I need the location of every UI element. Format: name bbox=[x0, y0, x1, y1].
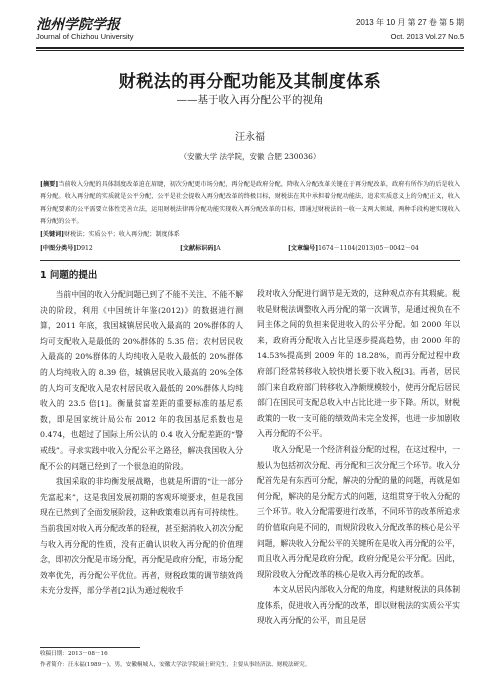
clc-label: [中图分类号] bbox=[40, 245, 77, 252]
journal-name-en: Journal of Chizhou University bbox=[36, 32, 134, 41]
article-title: 财税法的再分配功能及其制度体系 bbox=[118, 72, 382, 92]
header-rule-thick bbox=[36, 47, 464, 49]
article-subtitle: ——基于收入再分配公平的视角 bbox=[176, 94, 324, 106]
paragraph-left-2: 我国采取的非均衡发展战略，也就是所谓的“让一部分先富起来”，这是我国发展初期的客观环境要求，但是我国现在已然到了全面发展阶段，这种政策难以再有可持续性。当前我国对收入再分配改革的轻视，甚至据消收入初次分配与收入再分配的性质，没有正确认识收入再分配的价值理念，即初次分配是市场分配，再分配是政府分配，市场分配效率优先，再分配公平优位。再者，财税政策的调节绩效尚未充分发挥，部分学者[2]认为通过税收手 bbox=[40, 477, 243, 596]
footnote-rule bbox=[40, 647, 140, 648]
keywords-label: [关键词] bbox=[40, 230, 65, 238]
page-header bbox=[36, 14, 464, 48]
clc-field bbox=[40, 243, 93, 252]
doc-code-field bbox=[180, 243, 221, 252]
keywords-text: 财税法；实质公平；收入再分配；制度体系 bbox=[64, 230, 180, 238]
body-column-left bbox=[40, 287, 243, 599]
author-name: 汪永福 bbox=[235, 132, 265, 143]
abstract-divider bbox=[40, 260, 460, 261]
doc-code-value: A bbox=[216, 245, 221, 252]
paragraph-right-1: 段对收入分配进行调节是无效的，这种观点亦有其瑕疵。税收是财税法调整收入再分配的第一次调节，是通过视负在不同主体之间的负担来促进收入的公平分配。如 2000 年以来，政府再分配收入占比呈逐步提高趋势，由 2000 年的 14.53%提高到 2009 年的 18.28%，而再分配过程中政府部门经常转移收入较快增长要下收入税[3]。再者，居民部门来自政府部门转移收入净额规模较小，使再分配后居民部门在国民可支配总收入中占比比进一步下降。所以，财税政策的一收一支可能的绩效尚未完全发挥，也进一步加剧收入再分配的不公平。 bbox=[257, 289, 460, 439]
author-affiliation: （安徽大学 法学院，安徽 合肥 230036） bbox=[179, 152, 321, 161]
article-number-field bbox=[288, 243, 419, 252]
article-number-value: 1674－1104(2013)05－0042－04 bbox=[318, 245, 419, 252]
doc-code-label: [文献标识码] bbox=[180, 245, 217, 252]
header-rule-thin bbox=[36, 50, 464, 51]
clc-value: D912 bbox=[76, 245, 93, 252]
article-number-label: [文章编号] bbox=[288, 245, 319, 252]
section-heading-1: 1 问题的提出 bbox=[40, 270, 98, 281]
footnote-author-bio: 作者简介：汪永福(1989－)，男，安徽桐城人，安徽大学法学院硕士研究生，主要从事经济法、财税法研究。 bbox=[40, 662, 311, 668]
paragraph-left-1: 当前中国的收入分配问题已到了不能不关注、不能不解决的阶段，利用《中国统计年鉴(2012)》的数据进行测算，2011 年底，我国城镇居民收入最高的 20%群体的人均可支配收入是最低的 20%群体的 5.35 倍；农村居民收入最高的 20%群体的人均纯收入是收入最低的 20%群体的人均纯收入的 8.39 倍，城镇居民收入最高的 20%全体的人均可支配收入是农村居民收入最低的 20%群体人均纯收入的 23.5 倍[1]。衡量贫富差距的重要标准的基尼系数，即是国家统计局公布 2012 年的我国基尼系数也是 0.474，也超过了国际上所公认的 0.4 收入分配差距的“警戒线”。寻求实践中收入分配公平之路径，解决我国收入分配不公的问题已经到了一个很急迫的阶段。 bbox=[40, 290, 243, 471]
abstract-text: 当前收入分配的具体制度改革迫在眉睫，初次分配更市场分配，再分配是政府分配，降收入分配改革关键在于再分配改革，政府有所作为的后是收入再分配。收入再分配的实质就是公平分配，公平是社会提收入再分配改革的终极目标，财税法在其中承担着分配功能法，追求实质意义上的分配正义，收入再分配要素的公平需要立体性完善立法，运用财税法律再分配功能实现收入再分配改革的目标，即通过财税法的一收一支两大领域，两种手段构建实现收入再分配的公平。 bbox=[40, 181, 460, 226]
paragraph-right-2: 收入分配是一个经济利益分配的过程，在这过程中，一般认为包括初次分配、再分配和三次分配三个环节。收入分配首先是有东西可分配，解决的分配的量的问题，再就是如何分配，解决的是分配方式的问题，这组贯穿于收入分配的三个环节。收入分配需要进行改革，不同环节的改革所追求的价值取向是不同的，而规阶段收入分配改革的核心是公平问题，解决收入分配公平的关键所在是收入再分配的公平，而且收入再分配是政府分配，政府分配是公平分配。因此，现阶段收入分配改革的核心是收入再分配的改革。 bbox=[257, 444, 460, 579]
classification-row bbox=[40, 243, 460, 253]
issue-info-en: Oct. 2013 Vol.27 No.5 bbox=[390, 32, 464, 41]
body-column-right bbox=[257, 286, 460, 629]
issue-info-cn: 2013 年 10 月 第 27 卷 第 5 期 bbox=[355, 18, 464, 27]
paragraph-right-3: 本文从居民内部收入分配的角度，构建财税法的具体制度体系，促进收入再分配的改革，即以财税法的实质公平实现收入再分配的公平，而且是居 bbox=[257, 585, 460, 626]
journal-name-cn: 池州学院学报 bbox=[36, 17, 120, 33]
abstract bbox=[40, 179, 460, 241]
footnote-received-date: 收稿日期：2013－08－16 bbox=[40, 651, 108, 657]
abstract-label: [摘要] bbox=[40, 181, 59, 188]
